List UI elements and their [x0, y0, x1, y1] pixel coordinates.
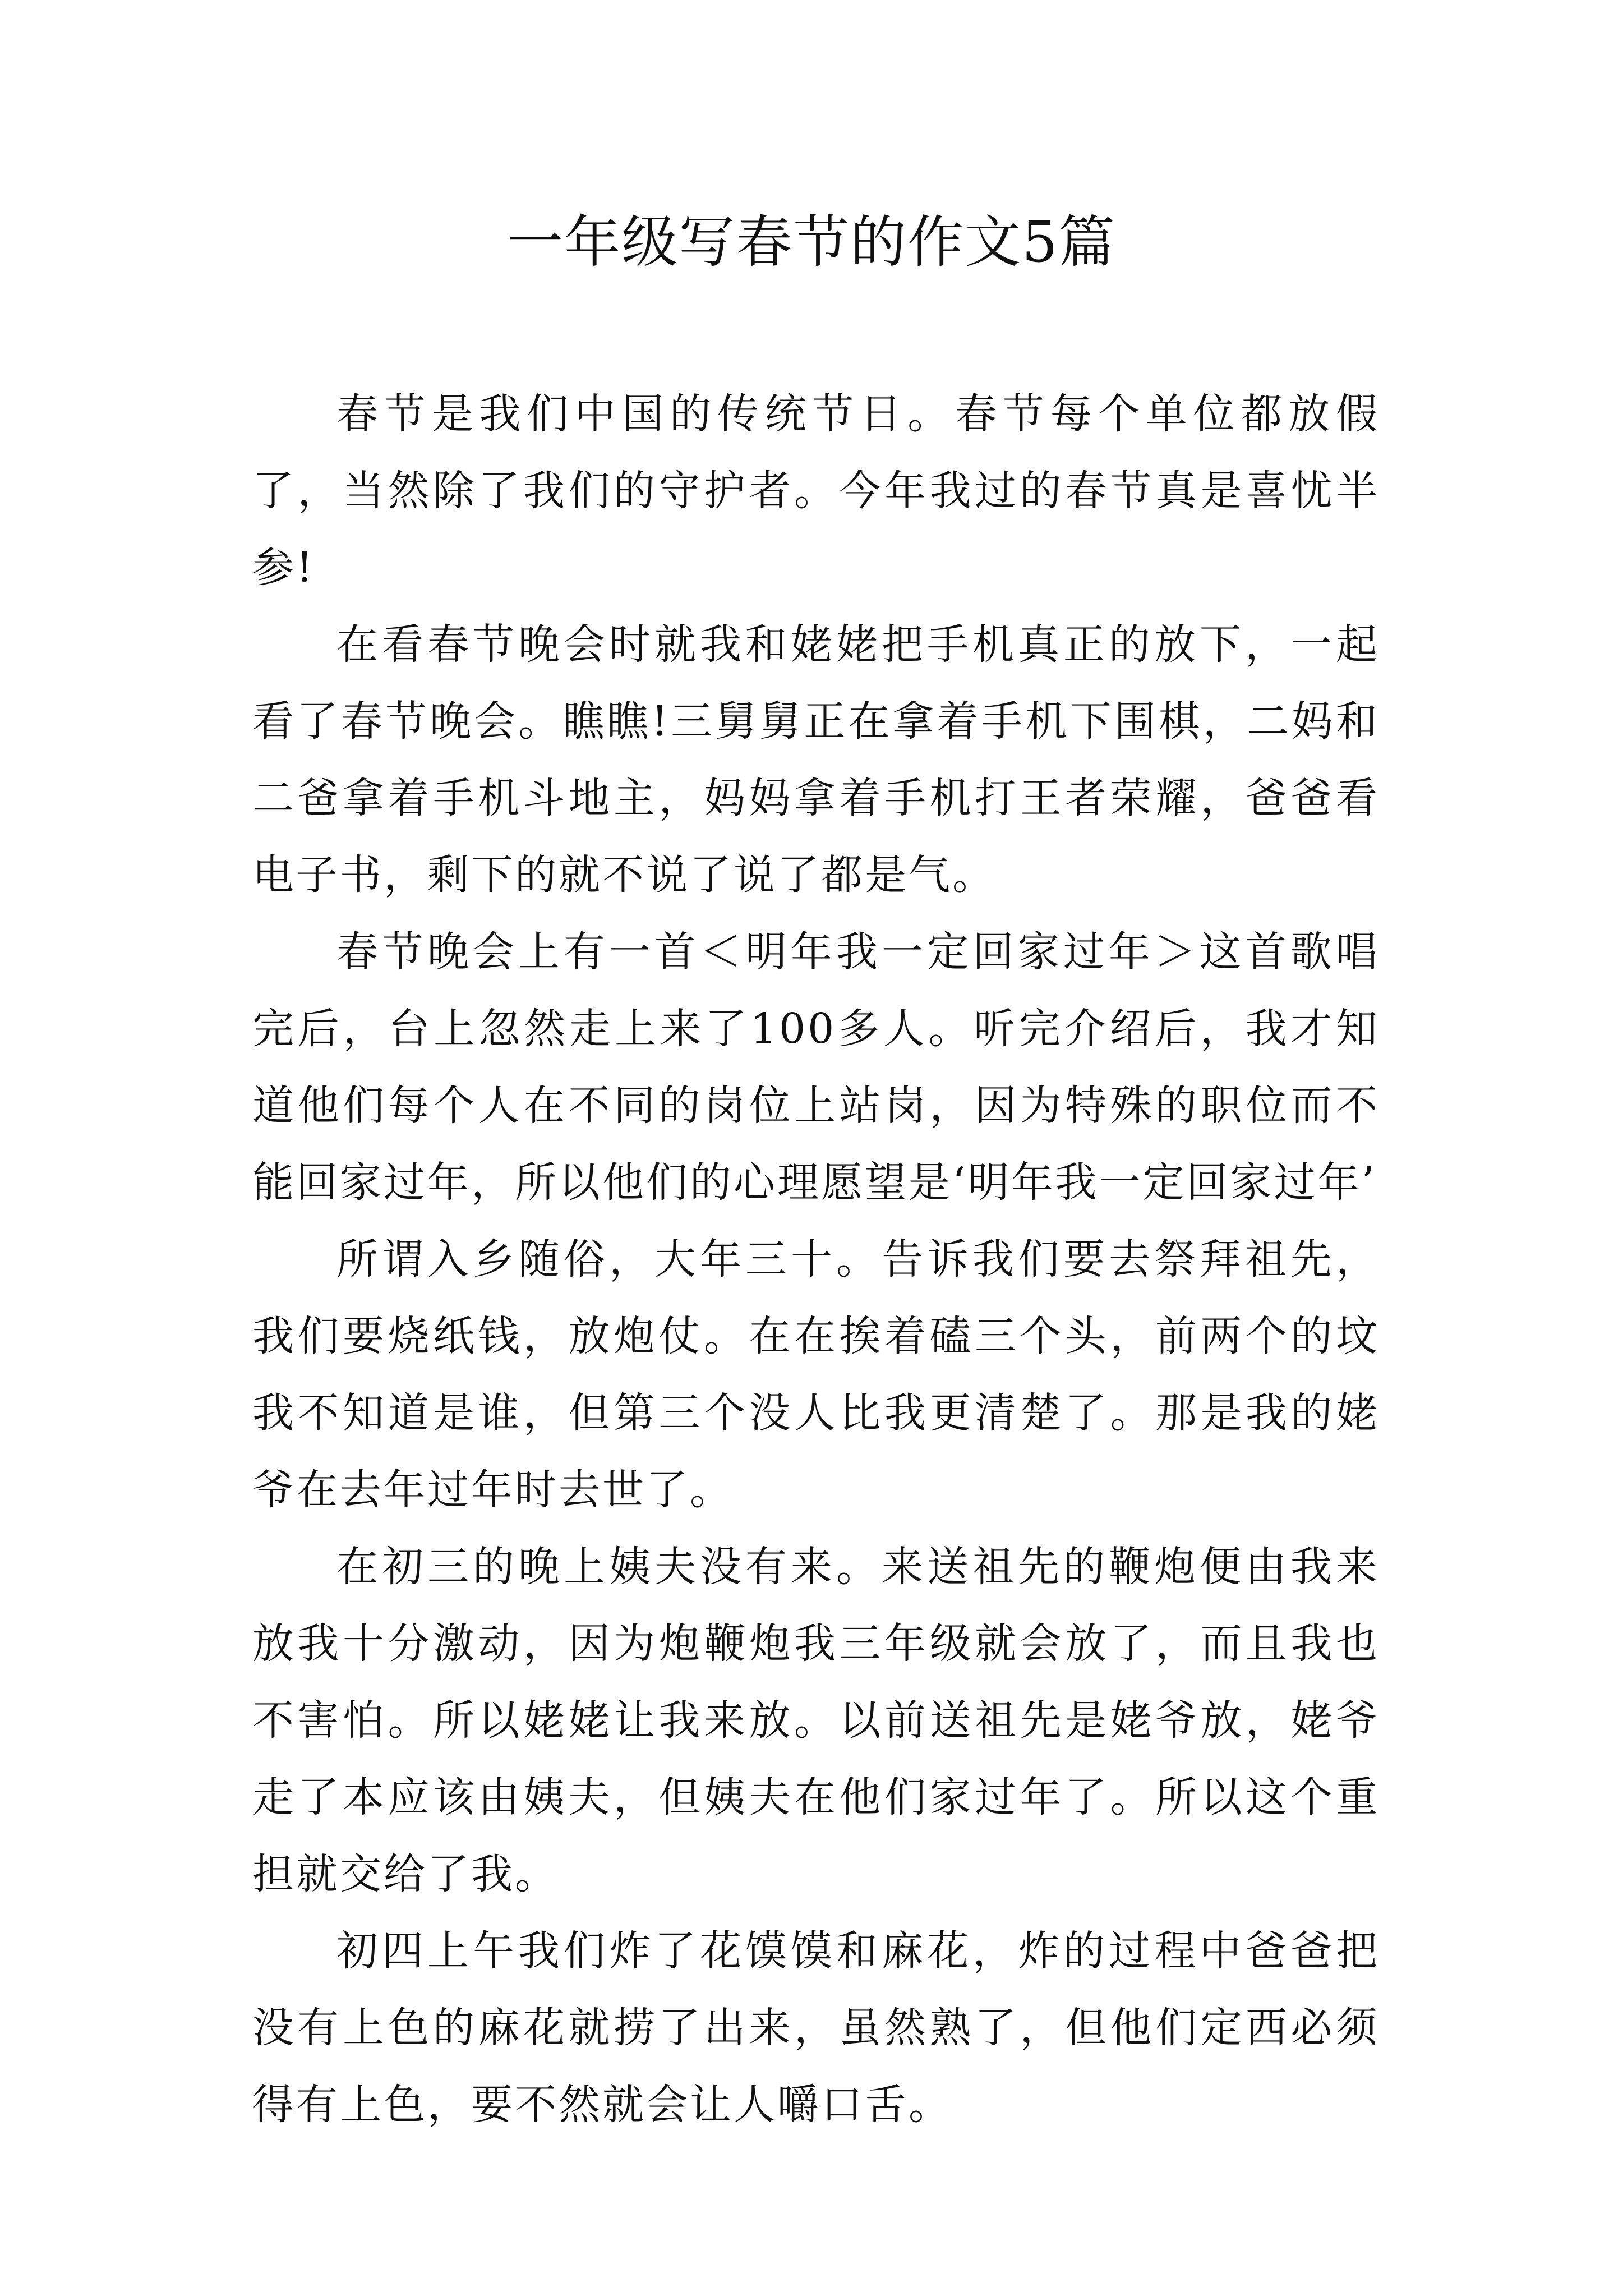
document-title: 一年级写春节的作文5篇 [507, 209, 1116, 275]
paragraph: 初四上午我们炸了花馍馍和麻花，炸的过程中爸爸把没有上色的麻花就捞了出来，虽然熟了，但他们定西必须得有上色，要不然就会让人嚼口舌。 [252, 1927, 1380, 2129]
paragraph: 春节是我们中国的传统节日。春节每个单位都放假了，当然除了我们的守护者。今年我过的春节真是喜忧半参! [252, 390, 1380, 592]
paragraph: 春节晚会上有一首＜明年我一定回家过年＞这首歌唱完后，台上忽然走上来了100多人。听完介绍后，我才知道他们每个人在不同的岗位上站岗，因为特殊的职位而不能回家过年，所以他们的心理愿望是‘明年我一定回家过年’ [252, 928, 1380, 1207]
document-body [252, 376, 1380, 2143]
paragraph: 在看春节晚会时就我和姥姥把手机真正的放下，一起看了春节晚会。瞧瞧!三舅舅正在拿着手机下围棋，二妈和二爸拿着手机斗地主，妈妈拿着手机打王者荣耀，爸爸看电子书，剩下的就不说了说了都是气。 [252, 620, 1380, 899]
paragraph: 在初三的晚上姨夫没有来。来送祖先的鞭炮便由我来放我十分激动，因为炮鞭炮我三年级就会放了，而且我也不害怕。所以姥姥让我来放。以前送祖先是姥爷放，姥爷走了本应该由姨夫，但姨夫在他们家过年了。所以这个重担就交给了我。 [252, 1543, 1380, 1898]
paragraph: 所谓入乡随俗，大年三十。告诉我们要去祭拜祖先，我们要烧纸钱，放炮仗。在在挨着磕三个头，前两个的坟我不知道是谁，但第三个没人比我更清楚了。那是我的姥爷在去年过年时去世了。 [252, 1235, 1380, 1514]
